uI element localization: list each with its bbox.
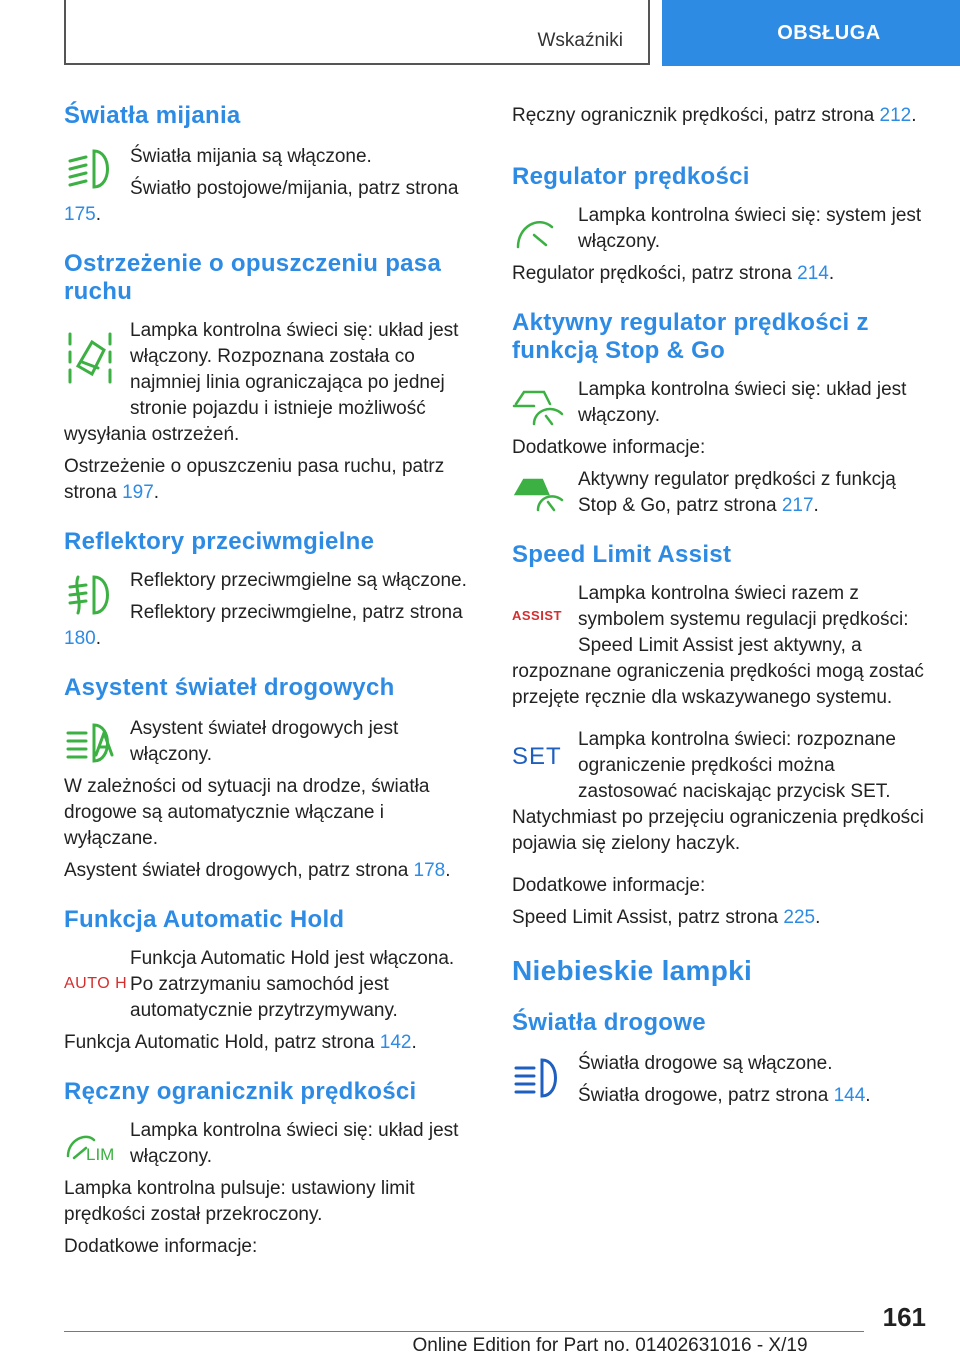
lane-departure-icon [64, 318, 130, 398]
sla-text-2: Lampka kontrolna świeci: rozpoznane ograniczenie prędkości można zastosować naciskając przycisk SET. Natychmiast po przejęciu ograniczenia prędkości pojawia się zielony haczyk. [512, 729, 924, 854]
acc-text-3: Aktywny regulator prędkości z funkcją Stop & Go, patrz strona 217. [578, 469, 896, 516]
lim-text-2: Lampka kontrolna pulsuje: ustawiony limit prędkości został przekroczony. [64, 1178, 415, 1225]
page-link-144[interactable]: 144 [833, 1085, 866, 1106]
mijania-text-2: Światło postojowe/mijania, patrz strona 175. [64, 178, 459, 225]
mijania-text-1: Światła mijania są włączone. [130, 146, 372, 167]
low-beam-icon [64, 144, 130, 194]
hold-text-2: Funkcja Automatic Hold, patrz strona 142. [64, 1032, 417, 1053]
left-column [64, 100, 479, 1260]
high-text-2: Światła drogowe, patrz strona 144. [578, 1085, 871, 1106]
page-link-212[interactable]: 212 [879, 105, 912, 126]
assist-icon-text: ASSIST [512, 607, 562, 623]
acc-stop-go-icon [512, 465, 578, 519]
cruise-text-2: Regulator prędkości, patrz strona 214. [512, 263, 835, 284]
page-link-180[interactable]: 180 [64, 628, 96, 649]
high-beam-icon [512, 1051, 578, 1105]
footer-edition: Online Edition for Part no. 01402631016 - X/19 [412, 1335, 808, 1356]
page-link-214[interactable]: 214 [797, 263, 829, 284]
page-number: 161 [882, 1302, 926, 1332]
heading-high-beam: Światła drogowe [512, 1009, 706, 1036]
heading-automatic-hold: Funkcja Automatic Hold [64, 906, 345, 933]
fog-text-2: Reflektory przeciwmgielne, patrz strona 180. [64, 602, 463, 649]
high-text-1: Światła drogowe są włączone. [578, 1053, 833, 1074]
page-link-175[interactable]: 175 [64, 204, 96, 225]
sla-text-3: Dodatkowe informacje: [512, 875, 706, 896]
page-link-142[interactable]: 142 [379, 1032, 412, 1053]
heading-high-beam-assist: Asystent świateł drogowych [64, 674, 395, 701]
page-link-225[interactable]: 225 [783, 907, 816, 928]
heading-acc-stop-go: Aktywny regulator prędkości z funkcją Stop & Go [512, 309, 869, 364]
header-section-title: Wskaźniki [537, 30, 623, 51]
heading-cruise-control: Regulator prędkości [512, 163, 750, 190]
page-link-178[interactable]: 178 [413, 860, 446, 881]
heading-speed-limit-assist: Speed Limit Assist [512, 541, 732, 568]
header-tab-obsluga[interactable] [662, 0, 960, 66]
acc-icon [512, 377, 578, 435]
fog-text-1: Reflektory przeciwmgielne są włączone. [130, 570, 467, 591]
speed-limiter-icon-label: LIM [86, 1145, 115, 1164]
speed-limiter-icon [64, 1118, 130, 1174]
heading-blue-lamps: Niebieskie lampki [512, 955, 753, 986]
hba-text-2: W zależności od sytuacji na drodze, światła drogowe są automatycznie włączane i wyłączane. [64, 776, 430, 849]
acc-text-2: Dodatkowe informacje: [512, 437, 706, 458]
sla-text-1: Lampka kontrolna świeci razem z symbolem systemu regulacji prędkości: Speed Limit Assist jest aktywny, a rozpoznane ograniczenia prędkości mogą zostać przejęte ręcznie dla wskazywanego systemu. [512, 583, 924, 708]
lim-text-1: Lampka kontrolna świeci się: układ jest włączony. [130, 1120, 459, 1167]
assist-icon [512, 581, 578, 649]
right-column [512, 100, 928, 1109]
heading-swiatla-mijania: Światła mijania [64, 102, 241, 129]
auto-hold-icon [64, 946, 130, 1022]
page-link-197[interactable]: 197 [122, 482, 154, 503]
auto-hold-icon-text: AUTO H [64, 975, 128, 992]
cruise-control-icon [512, 203, 578, 259]
footer-divider [64, 1331, 864, 1332]
lim-text-3: Dodatkowe informacje: [64, 1236, 258, 1257]
cruise-text-1: Lampka kontrolna świeci się: system jest włączony. [578, 205, 922, 252]
sla-text-4: Speed Limit Assist, patrz strona 225. [512, 907, 821, 928]
set-icon [512, 727, 578, 787]
page-link-217[interactable]: 217 [781, 495, 814, 516]
lane-text-1: Lampka kontrolna świeci się: układ jest włączony. Rozpoznana została co najmniej linia ograniczająca po jednej stronie pojazdu i istnieje możliwość wysyłania ostrzeżeń. [64, 320, 459, 445]
acc-text-1: Lampka kontrolna świeci się: układ jest włączony. [578, 379, 907, 426]
lane-text-2: Ostrzeżenie o opuszczeniu pasa ruchu, patrz strona 197. [64, 456, 445, 503]
heading-fog-lights: Reflektory przeciwmgielne [64, 528, 375, 555]
header-tab-label: OBSŁUGA [777, 21, 881, 44]
hba-text-1: Asystent świateł drogowych jest włączony. [130, 718, 399, 765]
hba-text-3: Asystent świateł drogowych, patrz strona 178. [64, 860, 451, 881]
hold-text-1: Funkcja Automatic Hold jest włączona. Po zatrzymaniu samochód jest automatycznie przytrzymywany. [130, 948, 455, 1021]
lim-cont-text: Ręczny ogranicznik prędkości, patrz strona 212. [512, 105, 917, 126]
set-icon-text: SET [512, 743, 562, 770]
high-beam-assist-icon [64, 716, 130, 770]
heading-lane-departure: Ostrzeżenie o opuszczeniu pasa ruchu [64, 250, 442, 305]
fog-light-icon [64, 568, 130, 622]
heading-manual-limiter: Ręczny ogranicznik prędkości [64, 1078, 417, 1105]
